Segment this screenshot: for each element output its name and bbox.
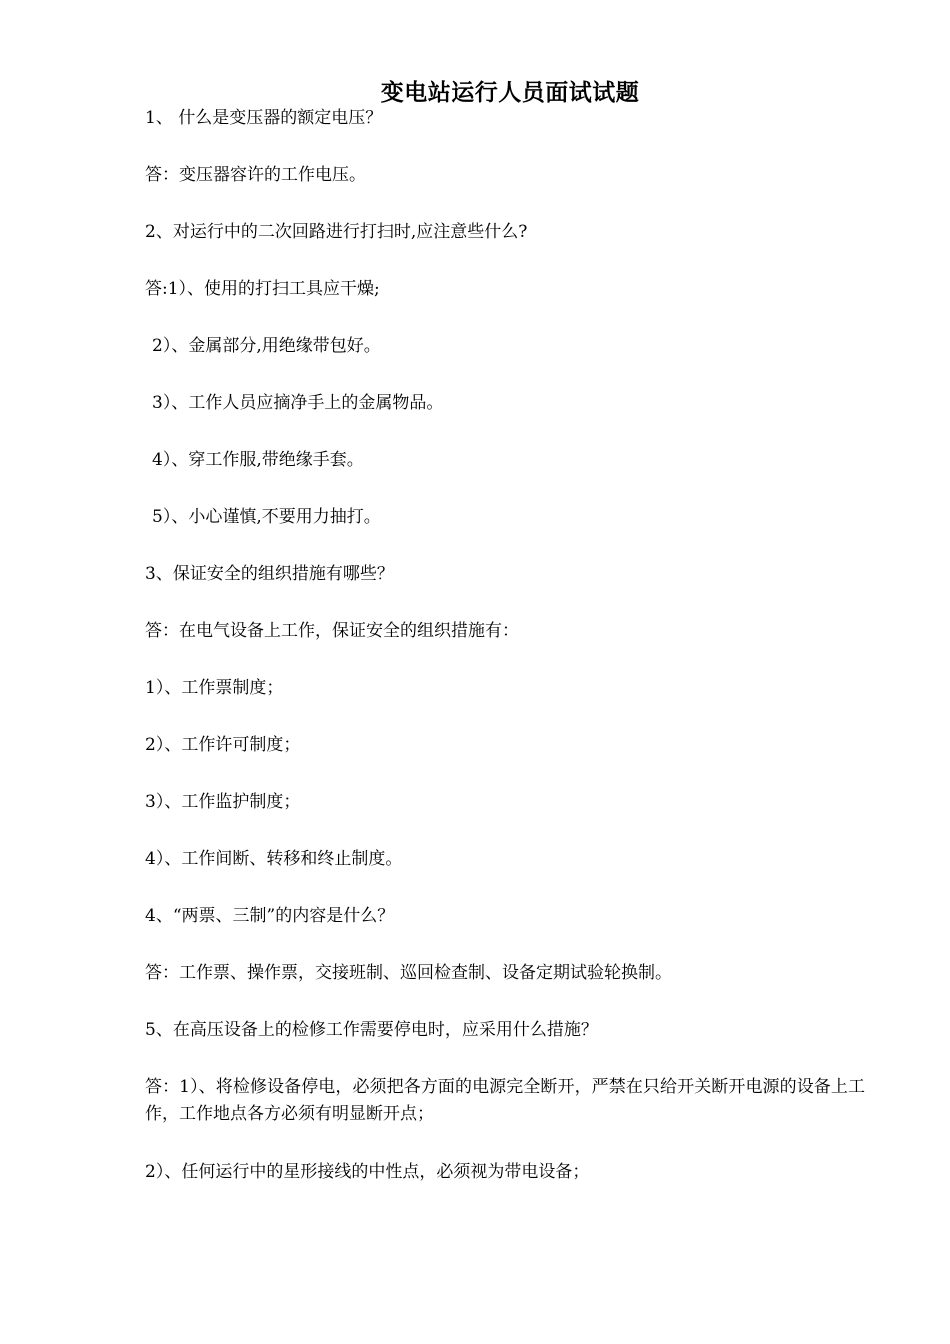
answer-2-item-1: 答:1）、使用的打扫工具应干燥; (145, 279, 380, 299)
answer-3-intro: 答：在电气设备上工作，保证安全的组织措施有： (145, 621, 519, 641)
answer-1: 答：变压器容许的工作电压。 (145, 165, 366, 185)
question-1: 1、 什么是变压器的额定电压？ (145, 108, 383, 128)
question-5: 5、在高压设备上的检修工作需要停电时，应采用什么措施？ (145, 1020, 598, 1040)
answer-2-item-5: 5）、小心谨慎,不要用力抽打。 (152, 507, 381, 527)
answer-5-item-2: 2）、任何运行中的星形接线的中性点，必须视为带电设备； (145, 1162, 590, 1182)
question-4: 4、“两票、三制”的内容是什么？ (145, 906, 395, 926)
answer-4: 答：工作票、操作票，交接班制、巡回检查制、设备定期试验轮换制。 (145, 963, 672, 983)
answer-2-item-2: 2）、金属部分,用绝缘带包好。 (152, 336, 381, 356)
question-2: 2、对运行中的二次回路进行打扫时,应注意些什么? (145, 222, 528, 242)
answer-2-item-3: 3）、工作人员应摘净手上的金属物品。 (152, 393, 444, 413)
answer-5-item-1: 答：1）、将检修设备停电，必须把各方面的电源完全断开，严禁在只给开关断开电源的设备上工作，工作地点各方必须有明显断开点； (145, 1077, 865, 1124)
document-body (145, 105, 865, 1216)
answer-3-item-2: 2）、工作许可制度； (145, 735, 301, 755)
answer-2-item-4: 4）、穿工作服,带绝缘手套。 (152, 450, 364, 470)
answer-3-item-4: 4）、工作间断、转移和终止制度。 (145, 849, 403, 869)
document-title: 变电站运行人员面试试题 (380, 79, 640, 106)
answer-3-item-1: 1）、工作票制度； (145, 678, 284, 698)
question-3: 3、保证安全的组织措施有哪些？ (145, 564, 394, 584)
answer-3-item-3: 3）、工作监护制度； (145, 792, 301, 812)
